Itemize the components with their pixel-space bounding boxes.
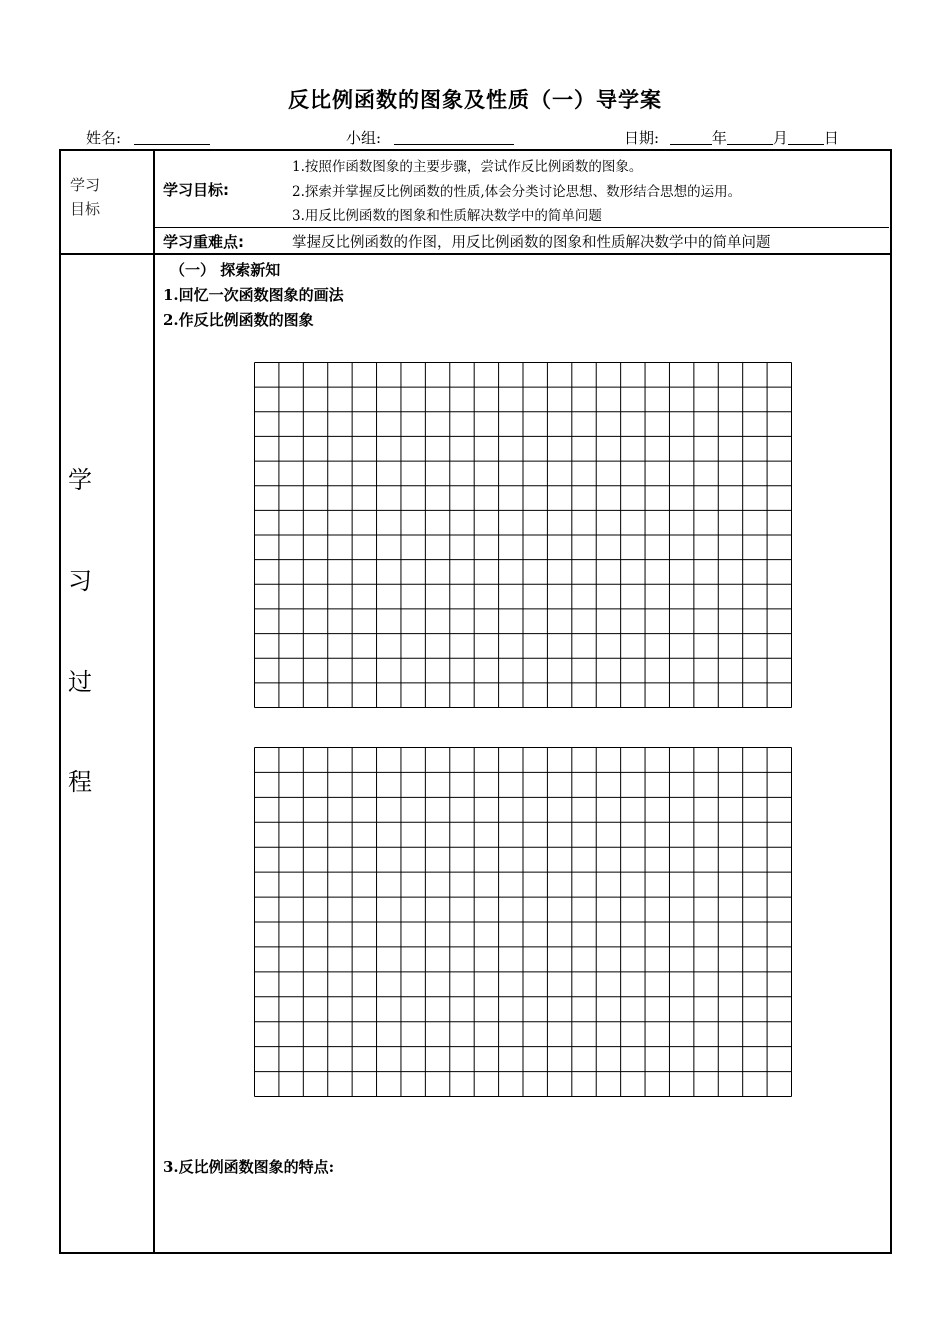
item-draw-inverse: 2.作反比例函数的图象 <box>163 311 314 329</box>
goals-label: 学习目标: <box>163 181 229 199</box>
year-blank[interactable] <box>670 129 712 145</box>
column-divider <box>153 149 155 1253</box>
difficulty-text: 掌握反比例函数的作图，用反比例函数的图象和性质解决数学中的简单问题 <box>292 235 771 251</box>
difficulty-label: 学习重难点: <box>163 233 244 251</box>
group-label: 小组: <box>346 129 382 147</box>
name-blank[interactable] <box>134 129 210 145</box>
objectives-side-line1: 学习 <box>70 176 101 194</box>
date-label: 日期: <box>624 129 660 147</box>
day-blank[interactable] <box>788 129 824 145</box>
month-label: 月 <box>772 129 788 147</box>
name-label: 姓名: <box>86 129 122 147</box>
group-field <box>346 127 514 148</box>
section-title: （一） 探索新知 <box>170 261 281 279</box>
item-graph-features: 3.反比例函数图象的特点: <box>163 1158 335 1176</box>
group-blank[interactable] <box>394 129 514 145</box>
process-char-1: 学 <box>68 466 92 494</box>
year-label: 年 <box>711 129 727 147</box>
goal-2: 2.探索并掌握反比例函数的性质,体会分类讨论思想、数形结合思想的运用。 <box>292 184 742 200</box>
section-divider <box>59 253 890 255</box>
objectives-side-label <box>70 173 100 221</box>
process-char-2: 习 <box>68 567 92 595</box>
item-recall-linear: 1.回忆一次函数图象的画法 <box>163 286 344 304</box>
objectives-row-divider <box>155 227 889 228</box>
goal-1: 1.按照作函数图象的主要步骤，尝试作反比例函数的图象。 <box>292 159 643 175</box>
process-char-4: 程 <box>68 768 92 796</box>
day-label: 日 <box>823 129 839 147</box>
name-field <box>86 127 210 148</box>
process-char-3: 过 <box>68 668 92 696</box>
page-title: 反比例函数的图象及性质（一）导学案 <box>288 87 662 112</box>
graph-grid-1[interactable] <box>254 362 792 708</box>
month-blank[interactable] <box>727 129 773 145</box>
goal-3: 3.用反比例函数的图象和性质解决数学中的简单问题 <box>292 208 602 224</box>
graph-grid-2[interactable] <box>254 747 792 1097</box>
objectives-side-line2: 目标 <box>70 200 101 218</box>
date-field <box>624 127 839 148</box>
